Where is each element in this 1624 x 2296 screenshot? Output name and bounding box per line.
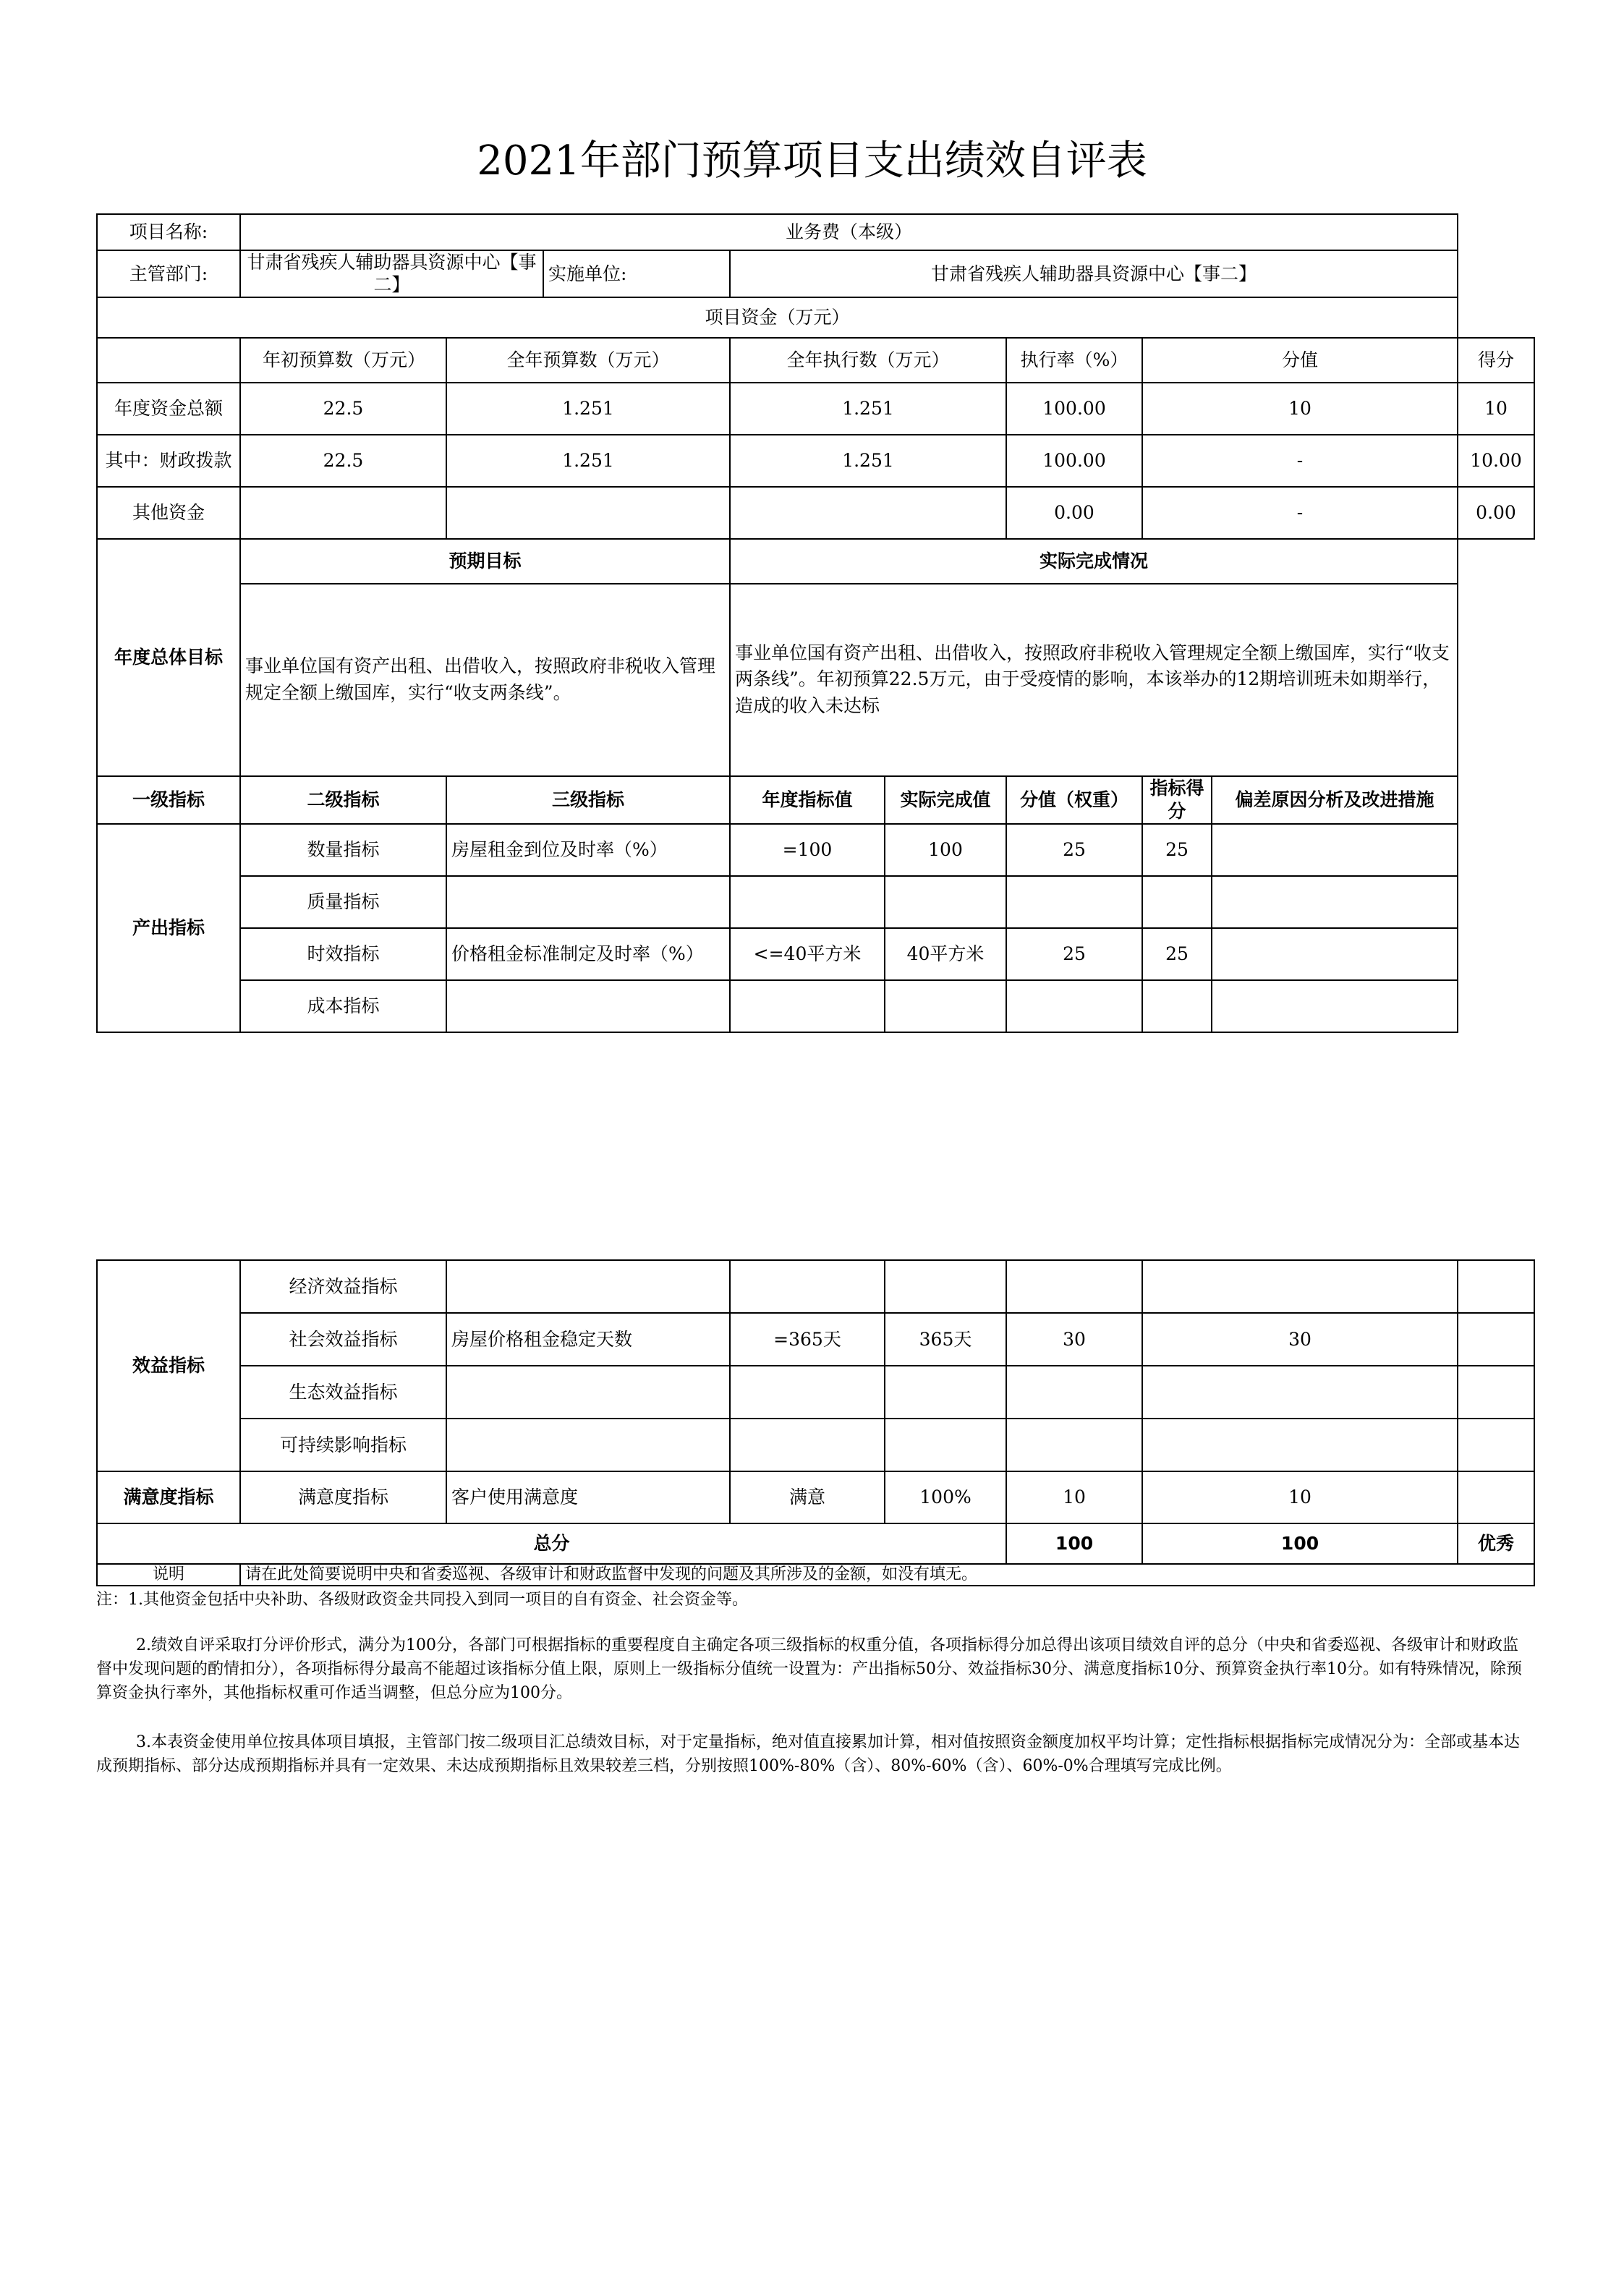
ind-level3: 房屋租金到位及时率（%）	[446, 824, 730, 876]
ind-remark	[1212, 980, 1458, 1032]
ind-level2: 满意度指标	[240, 1471, 446, 1523]
indicator-row	[97, 876, 1534, 928]
project-name-value: 业务费（本级）	[240, 214, 1458, 250]
ind-target	[730, 1260, 885, 1313]
ind-score	[1142, 1419, 1458, 1471]
funds-executed: 1.251	[730, 383, 1006, 435]
funds-initial: 22.5	[240, 435, 446, 487]
ind-level2: 数量指标	[240, 824, 446, 876]
funds-section-title: 项目资金（万元）	[97, 297, 1458, 338]
self-evaluation-table-part2	[96, 1259, 1535, 1586]
ind-target: <=40平方米	[730, 928, 885, 980]
funds-executed: 1.251	[730, 435, 1006, 487]
funds-weight: -	[1142, 435, 1458, 487]
ind-level3: 客户使用满意度	[446, 1471, 730, 1523]
ind-actual: 40平方米	[885, 928, 1006, 980]
ind-score	[1142, 980, 1212, 1032]
indicator-row	[97, 928, 1534, 980]
ind-target: 满意	[730, 1471, 885, 1523]
indicator-row	[97, 1471, 1534, 1523]
ind-target	[730, 1366, 885, 1419]
ind-remark	[1212, 928, 1458, 980]
funds-row	[97, 487, 1534, 539]
funds-row	[97, 383, 1534, 435]
unit-value: 甘肃省残疾人辅助器具资源中心【事二】	[730, 250, 1458, 297]
ind-level2: 质量指标	[240, 876, 446, 928]
funds-annual	[446, 487, 730, 539]
goals-expected-text: 事业单位国有资产出租、出借收入，按照政府非税收入管理规定全额上缴国库，实行“收支两条线”。	[240, 584, 730, 776]
funds-weight: 10	[1142, 383, 1458, 435]
funds-initial	[240, 487, 446, 539]
funds-score: 10	[1458, 383, 1534, 435]
funds-annual: 1.251	[446, 383, 730, 435]
ind-level2: 经济效益指标	[240, 1260, 446, 1313]
ind-actual: 365天	[885, 1313, 1006, 1366]
ind-actual: 100%	[885, 1471, 1006, 1523]
ind-target	[730, 1419, 885, 1471]
ind-score: 10	[1142, 1471, 1458, 1523]
goals-row-label: 年度总体目标	[97, 539, 240, 776]
ind-header-level2: 二级指标	[240, 776, 446, 824]
ind-level2: 社会效益指标	[240, 1313, 446, 1366]
ind-level2: 生态效益指标	[240, 1366, 446, 1419]
ind-level3: 价格租金标准制定及时率（%）	[446, 928, 730, 980]
benefit-indicator-label: 效益指标	[97, 1260, 240, 1471]
footnote-1: 注：1.其他资金包括中央补助、各级财政资金共同投入到同一项目的自有资金、社会资金等。	[96, 1591, 748, 1609]
ind-actual	[885, 980, 1006, 1032]
indicator-row	[97, 1366, 1534, 1419]
ind-level3: 房屋价格租金稳定天数	[446, 1313, 730, 1366]
total-row	[97, 1523, 1534, 1564]
ind-header-target: 年度指标值	[730, 776, 885, 824]
funds-row-label: 其中：财政拨款	[97, 435, 240, 487]
total-grade: 优秀	[1458, 1523, 1534, 1564]
ind-level2: 成本指标	[240, 980, 446, 1032]
ind-header-actual: 实际完成值	[885, 776, 1006, 824]
ind-score	[1142, 1260, 1458, 1313]
funds-score: 0.00	[1458, 487, 1534, 539]
ind-level3	[446, 1260, 730, 1313]
footnote-2: 2.绩效自评采取打分评价形式，满分为100分，各部门可根据指标的重要程度自主确定各项三级指标的权重分值，各项指标得分加总得出该项目绩效自评的总分（中央和省委巡视、各级审计和财政监督中发现问题的酌情扣分），各项指标得分最高不能超过该指标分值上限，原则上一级指标分值统一设置为：产出指标50分、效益指标30分、满意度指标10分、预算资金执行率10分。如有特殊情况，除预算资金执行率外，其他指标权重可作适当调整，但总分应为100分。	[96, 1636, 1522, 1702]
ind-remark	[1458, 1419, 1534, 1471]
ind-header-level1: 一级指标	[97, 776, 240, 824]
footnote-3: 3.本表资金使用单位按具体项目填报，主管部门按二级项目汇总绩效目标，对于定量指标，绝对值直接累加计算，相对值按照资金额度加权平均计算；定性指标根据指标完成情况分为：全部或基本达成预期指标、部分达成预期指标并具有一定效果、未达成预期指标且效果较差三档，分别按照100%-80%（含）、80%-60%（含）、60%-0%合理填写完成比例。	[96, 1733, 1520, 1775]
ind-actual	[885, 1419, 1006, 1471]
project-name-label: 项目名称:	[97, 214, 240, 250]
indicator-row	[97, 1419, 1534, 1471]
unit-label: 实施单位:	[543, 250, 730, 297]
ind-weight: 25	[1006, 928, 1142, 980]
funds-row-label: 其他资金	[97, 487, 240, 539]
ind-remark	[1212, 824, 1458, 876]
funds-header-score: 得分	[1458, 338, 1534, 383]
self-evaluation-table-part1	[96, 213, 1535, 1033]
ind-level3	[446, 876, 730, 928]
funds-executed	[730, 487, 1006, 539]
total-label: 总分	[97, 1523, 1006, 1564]
funds-header-blank	[97, 338, 240, 383]
ind-header-level3: 三级指标	[446, 776, 730, 824]
indicator-row	[97, 980, 1534, 1032]
ind-score	[1142, 1366, 1458, 1419]
ind-target: =365天	[730, 1313, 885, 1366]
funds-row	[97, 435, 1534, 487]
funds-header-initial: 年初预算数（万元）	[240, 338, 446, 383]
ind-remark	[1458, 1471, 1534, 1523]
ind-target	[730, 876, 885, 928]
total-weight: 100	[1006, 1523, 1142, 1564]
ind-weight	[1006, 876, 1142, 928]
ind-level3	[446, 1419, 730, 1471]
ind-actual	[885, 1366, 1006, 1419]
ind-weight	[1006, 1260, 1142, 1313]
ind-weight	[1006, 1419, 1142, 1471]
goals-expected-header: 预期目标	[240, 539, 730, 584]
note-label: 说明	[97, 1564, 240, 1586]
funds-header-executed: 全年执行数（万元）	[730, 338, 1006, 383]
ind-score	[1142, 876, 1212, 928]
funds-annual: 1.251	[446, 435, 730, 487]
ind-target: =100	[730, 824, 885, 876]
ind-actual	[885, 1260, 1006, 1313]
ind-weight	[1006, 1366, 1142, 1419]
ind-level2: 可持续影响指标	[240, 1419, 446, 1471]
satisfaction-indicator-label: 满意度指标	[97, 1471, 240, 1523]
funds-header-rate: 执行率（%）	[1006, 338, 1142, 383]
total-score: 100	[1142, 1523, 1458, 1564]
ind-score: 30	[1142, 1313, 1458, 1366]
ind-actual	[885, 876, 1006, 928]
funds-initial: 22.5	[240, 383, 446, 435]
indicator-row	[97, 1260, 1534, 1313]
note-text: 请在此处简要说明中央和省委巡视、各级审计和财政监督中发现的问题及其所涉及的金额，如没有填无。	[240, 1564, 1534, 1586]
funds-header-annual: 全年预算数（万元）	[446, 338, 730, 383]
funds-row-label: 年度资金总额	[97, 383, 240, 435]
funds-weight: -	[1142, 487, 1458, 539]
output-indicator-label: 产出指标	[97, 824, 240, 1032]
goals-actual-text: 事业单位国有资产出租、出借收入，按照政府非税收入管理规定全额上缴国库，实行“收支两条线”。年初预算22.5万元，由于受疫情的影响，本该举办的12期培训班未如期举行，造成的收入未达标	[730, 584, 1458, 776]
indicator-row	[97, 824, 1534, 876]
ind-header-score: 指标得分	[1142, 776, 1212, 824]
ind-weight	[1006, 980, 1142, 1032]
ind-weight: 25	[1006, 824, 1142, 876]
ind-header-remark: 偏差原因分析及改进措施	[1212, 776, 1458, 824]
ind-remark	[1458, 1366, 1534, 1419]
funds-rate: 100.00	[1006, 435, 1142, 487]
funds-score: 10.00	[1458, 435, 1534, 487]
indicator-row	[97, 1313, 1534, 1366]
dept-label: 主管部门:	[97, 250, 240, 297]
ind-remark	[1458, 1260, 1534, 1313]
ind-remark	[1212, 876, 1458, 928]
ind-target	[730, 980, 885, 1032]
ind-remark	[1458, 1313, 1534, 1366]
ind-weight: 10	[1006, 1471, 1142, 1523]
ind-level3	[446, 1366, 730, 1419]
ind-score: 25	[1142, 824, 1212, 876]
ind-level2: 时效指标	[240, 928, 446, 980]
ind-level3	[446, 980, 730, 1032]
page-title: 2021年部门预算项目支出绩效自评表	[477, 137, 1147, 184]
funds-header-weight: 分值	[1142, 338, 1458, 383]
funds-rate: 100.00	[1006, 383, 1142, 435]
goals-actual-header: 实际完成情况	[730, 539, 1458, 584]
dept-value: 甘肃省残疾人辅助器具资源中心【事二】	[240, 250, 543, 297]
funds-rate: 0.00	[1006, 487, 1142, 539]
ind-weight: 30	[1006, 1313, 1142, 1366]
ind-score: 25	[1142, 928, 1212, 980]
ind-actual: 100	[885, 824, 1006, 876]
ind-header-weight: 分值（权重）	[1006, 776, 1142, 824]
